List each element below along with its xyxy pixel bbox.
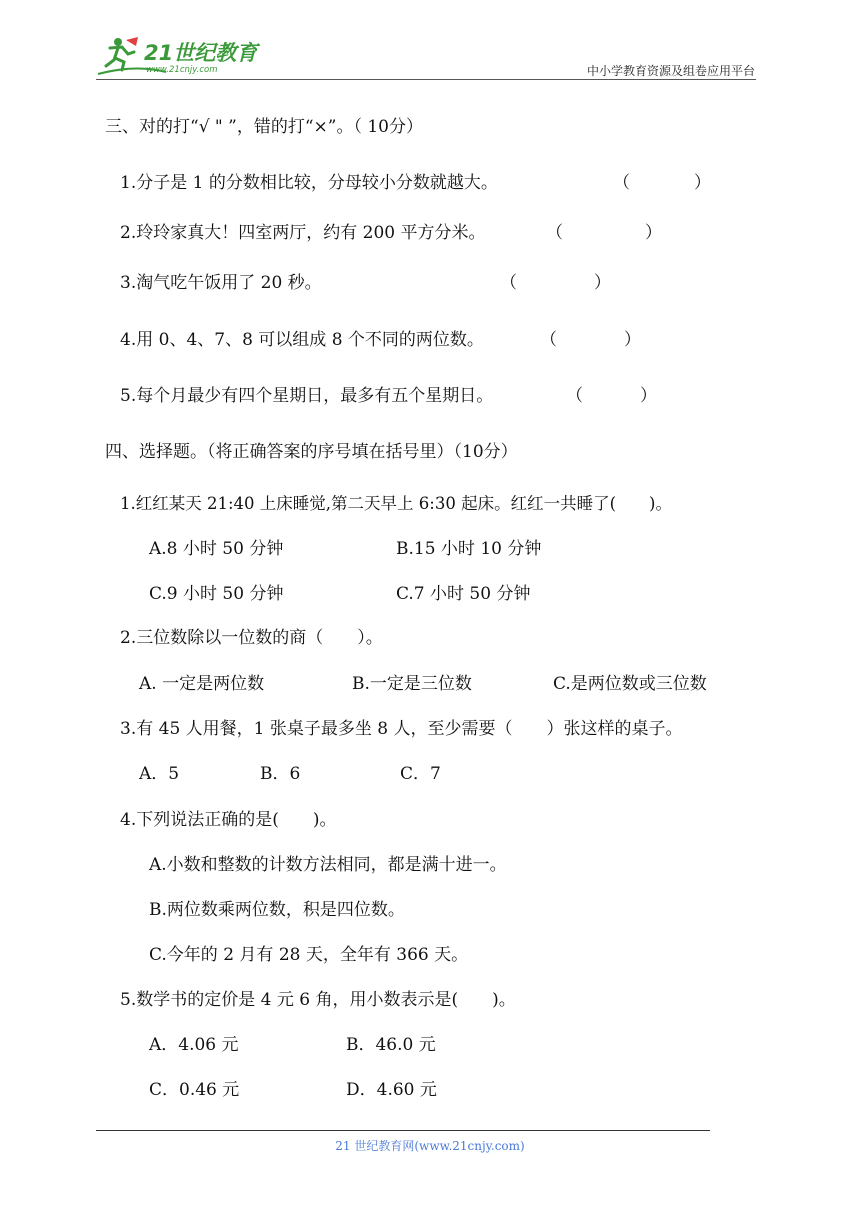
mc-option: B.两位数乘两位数，积是四位数。 (149, 900, 405, 920)
tf-question-3: 3.淘气吃午饭用了 20 秒。 (120, 273, 322, 293)
mc-question-5: 5.数学书的定价是 4 元 6 角，用小数表示是( )。 (120, 990, 516, 1010)
mc-option: C.是两位数或三位数 (553, 674, 707, 694)
logo-sub-text: www.21cnjy.com (146, 65, 218, 75)
answer-paren-close: ） (645, 223, 662, 243)
mc-option: A．5 (139, 764, 180, 784)
answer-paren-close: ） (694, 173, 711, 193)
answer-paren-open: （ (613, 173, 630, 193)
mc-option: A．4.06 元 (149, 1035, 239, 1055)
mc-option: B．6 (260, 764, 301, 784)
mc-option: C．0.46 元 (149, 1080, 240, 1100)
tf-question-5: 5.每个月最少有四个星期日，最多有五个星期日。 (120, 386, 494, 406)
section4-title: 四、选择题。（将正确答案的序号填在括号里）（10分） (105, 442, 518, 462)
site-logo (96, 34, 266, 78)
footer-divider (96, 1130, 710, 1131)
mc-option: A.小数和整数的计数方法相同，都是满十进一。 (149, 855, 507, 875)
answer-paren-open: （ (540, 330, 557, 350)
answer-paren-close: ） (594, 273, 611, 293)
footer-link[interactable]: 21 世纪教育网(www.21cnjy.com) (335, 1139, 525, 1153)
logo-main-text: 21世纪教育 (144, 41, 258, 65)
mc-option: B.15 小时 10 分钟 (396, 539, 542, 559)
answer-paren-close: ） (624, 330, 641, 350)
tf-question-4: 4.用 0、4、7、8 可以组成 8 个不同的两位数。 (120, 330, 484, 350)
answer-paren-open: （ (500, 273, 517, 293)
mc-question-1: 1.红红某天 21:40 上床睡觉,第二天早上 6:30 起床。红红一共睡了( )。 (120, 494, 672, 513)
mc-option: C．7 (400, 764, 441, 784)
mc-option: B.一定是三位数 (352, 674, 472, 694)
answer-paren-open: （ (546, 223, 563, 243)
mc-question-3: 3.有 45 人用餐，1 张桌子最多坐 8 人，至少需要（ ）张这样的桌子。 (120, 719, 683, 739)
mc-option: C.9 小时 50 分钟 (149, 584, 284, 604)
mc-option: B．46.0 元 (346, 1035, 436, 1055)
answer-paren-open: （ (566, 386, 583, 406)
mc-option: A. 一定是两位数 (139, 674, 265, 694)
tf-question-2: 2.玲玲家真大！四室两厅，约有 200 平方分米。 (120, 223, 486, 243)
section3-title: 三、对的打“√ " ”，错的打“×”。（ 10分） (105, 117, 424, 137)
mc-option: C.今年的 2 月有 28 天，全年有 366 天。 (149, 945, 469, 965)
mc-option: A.8 小时 50 分钟 (149, 539, 284, 559)
mc-option: C.7 小时 50 分钟 (396, 584, 531, 604)
mc-option: D．4.60 元 (346, 1080, 437, 1100)
header-divider (96, 79, 756, 80)
tf-question-1: 1.分子是 1 的分数相比较，分母较小分数就越大。 (120, 173, 498, 193)
platform-label: 中小学教育资源及组卷应用平台 (586, 64, 755, 78)
mc-question-4: 4.下列说法正确的是( )。 (120, 810, 337, 830)
answer-paren-close: ） (640, 386, 657, 406)
mc-question-2: 2.三位数除以一位数的商（ ）。 (120, 628, 383, 648)
